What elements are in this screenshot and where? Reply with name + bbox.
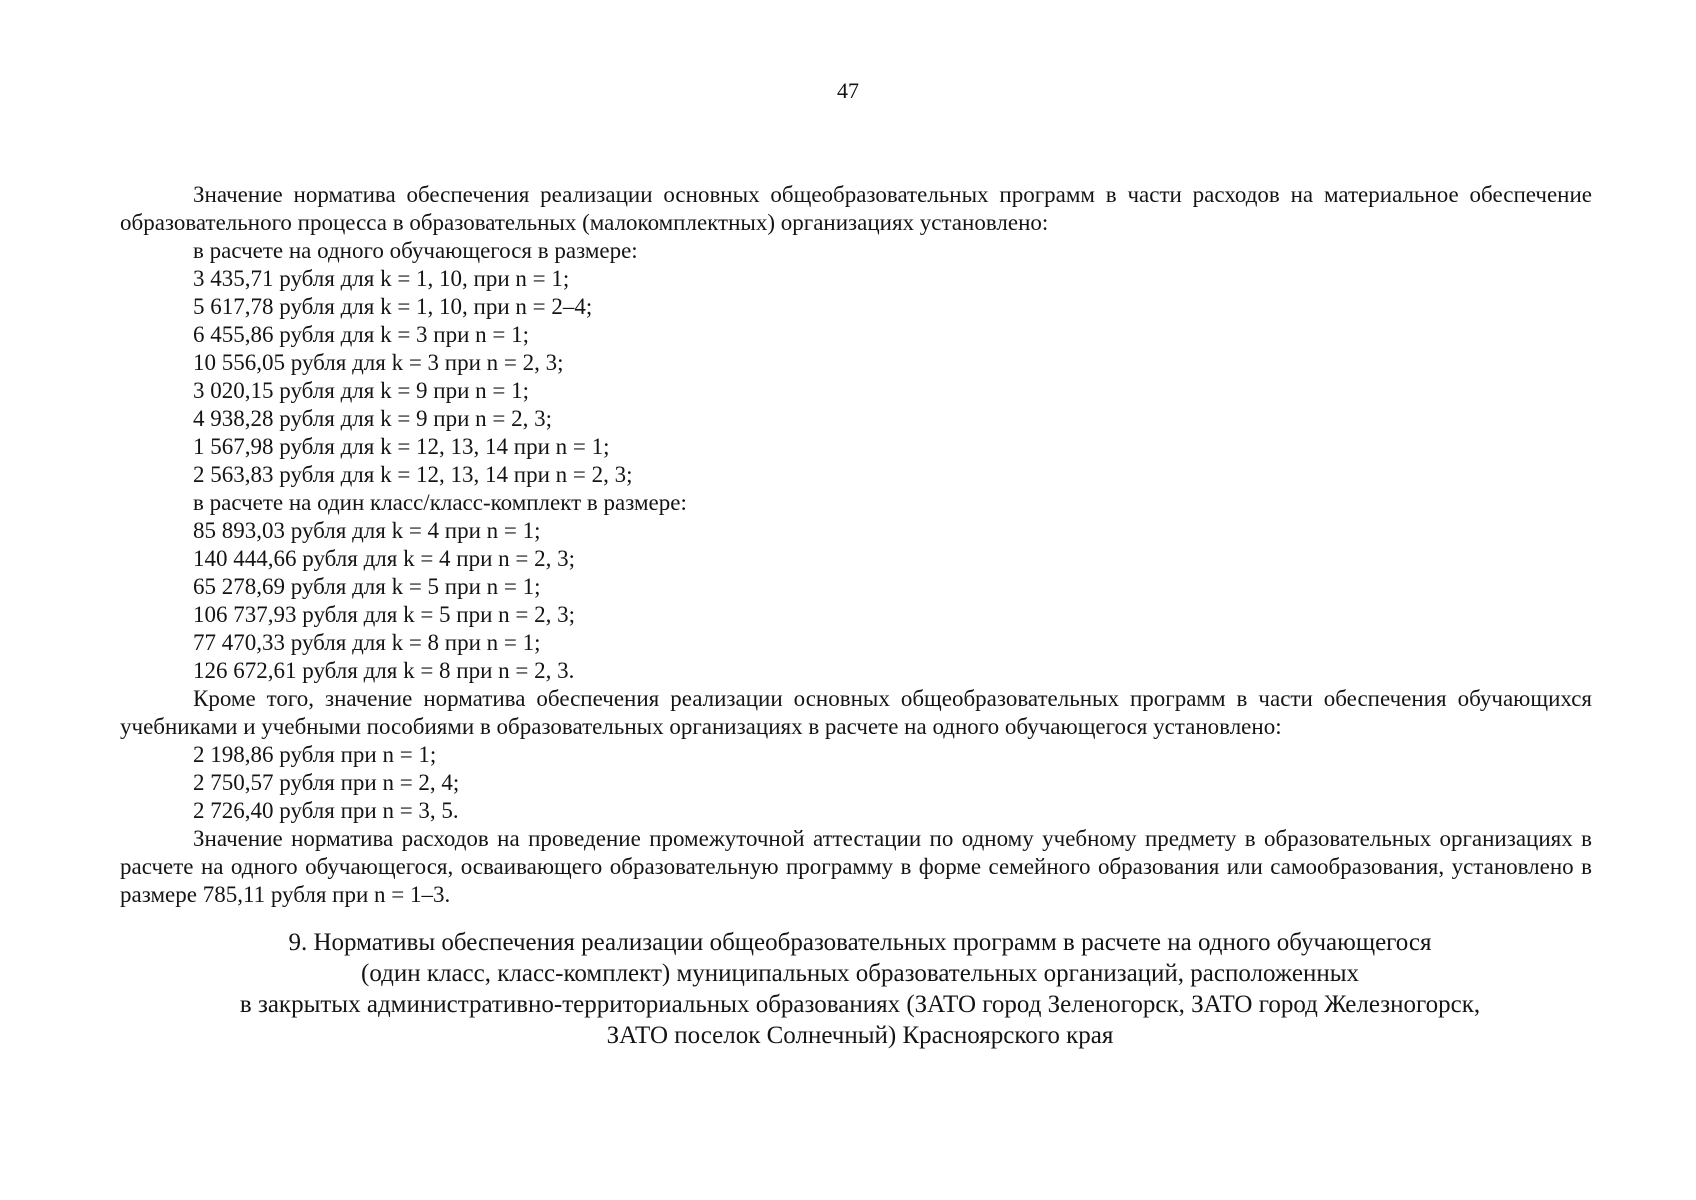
list-item: 6 455,86 рубля для k = 3 при n = 1; bbox=[193, 322, 530, 347]
paragraph-material-support: Значение норматива обеспечения реализации основных общеобразовательных программ в части расходов на материальное обеспечение образовательного процесса в образовательных (малокомплектных) организациях установлено: bbox=[120, 182, 1592, 235]
section-heading-line: (один класс, класс-комплект) муниципальных образовательных организаций, расположенных bbox=[361, 960, 1359, 987]
section-heading-line: ЗАТО поселок Солнечный) Красноярского края bbox=[606, 1022, 1114, 1049]
list-item: 2 726,40 рубля при n = 3, 5. bbox=[193, 798, 459, 823]
per-class-list bbox=[120, 489, 1592, 685]
list-item: 3 020,15 рубля для k = 9 при n = 1; bbox=[193, 378, 530, 403]
list-item: 126 672,61 рубля для k = 8 при n = 2, 3. bbox=[193, 658, 575, 683]
list-item: 2 750,57 рубля при n = 2, 4; bbox=[193, 770, 460, 795]
list-item: 5 617,78 рубля для k = 1, 10, при n = 2–4; bbox=[193, 294, 593, 319]
per-student-intro: в расчете на одного обучающегося в размере: bbox=[193, 238, 638, 263]
document-body bbox=[120, 181, 1592, 909]
paragraph-textbooks: Кроме того, значение норматива обеспечения реализации основных общеобразовательных программ в части обеспечения обучающихся учебниками и учебными пособиями в образовательных организациях в расчете на одного обучающегося установлено: bbox=[120, 686, 1592, 739]
list-item: 2 198,86 рубля при n = 1; bbox=[193, 742, 437, 767]
per-class-intro: в расчете на один класс/класс-комплект в размере: bbox=[193, 490, 687, 515]
section-heading-line: в закрытых административно-территориальных образованиях (ЗАТО город Зеленогорск, ЗАТО город Железногорск, bbox=[239, 991, 1481, 1018]
list-item: 1 567,98 рубля для k = 12, 13, 14 при n = 1; bbox=[193, 434, 610, 459]
list-item: 4 938,28 рубля для k = 9 при n = 2, 3; bbox=[193, 406, 553, 431]
list-item: 85 893,03 рубля для k = 4 при n = 1; bbox=[193, 518, 541, 543]
list-item: 140 444,66 рубля для k = 4 при n = 2, 3; bbox=[193, 546, 576, 571]
list-item: 10 556,05 рубля для k = 3 при n = 2, 3; bbox=[193, 350, 564, 375]
list-item: 77 470,33 рубля для k = 8 при n = 1; bbox=[193, 630, 541, 655]
list-item: 2 563,83 рубля для k = 12, 13, 14 при n = 2, 3; bbox=[193, 462, 633, 487]
list-item: 106 737,93 рубля для k = 5 при n = 2, 3; bbox=[193, 602, 576, 627]
list-item: 3 435,71 рубля для k = 1, 10, при n = 1; bbox=[193, 266, 570, 291]
section-heading-line: 9. Нормативы обеспечения реализации общеобразовательных программ в расчете на одного обучающегося bbox=[288, 929, 1432, 956]
textbook-list bbox=[120, 741, 1592, 825]
per-student-list bbox=[120, 237, 1592, 489]
list-item: 65 278,69 рубля для k = 5 при n = 1; bbox=[193, 574, 541, 599]
page-number: 47 bbox=[837, 78, 859, 103]
section-heading bbox=[140, 927, 1580, 1051]
paragraph-attestation: Значение норматива расходов на проведение промежуточной аттестации по одному учебному предмету в образовательных организациях в расчете на одного обучающегося, осваивающего образовательную программу в форме семейного образования или самообразования, установлено в размере 785,11 рубля при n = 1–3. bbox=[120, 826, 1592, 907]
